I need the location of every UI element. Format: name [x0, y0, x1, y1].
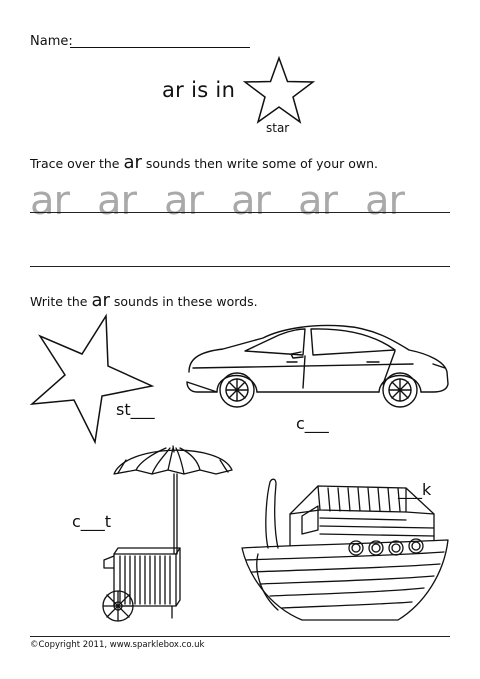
trace-word[interactable]: ar — [30, 178, 69, 224]
word-car[interactable]: c___ — [296, 414, 329, 433]
write-instruction-highlight: ar — [91, 290, 110, 311]
footer-divider — [30, 636, 450, 637]
page-title: ar is in — [162, 78, 236, 102]
trace-word[interactable]: ar — [298, 178, 337, 224]
name-write-line[interactable] — [70, 47, 250, 48]
copyright-text: ©Copyright 2011, www.sparklebox.co.uk — [30, 640, 205, 650]
trace-word[interactable]: ar — [97, 178, 136, 224]
name-label: Name: — [30, 34, 73, 49]
trace-word[interactable]: ar — [231, 178, 270, 224]
word-cart[interactable]: c___t — [72, 512, 112, 531]
write-instruction — [30, 290, 258, 311]
trace-word[interactable]: ar — [164, 178, 203, 224]
trace-write-line[interactable] — [30, 212, 450, 213]
word-ark[interactable]: ___k — [398, 480, 432, 499]
trace-instruction-highlight: ar — [123, 152, 142, 173]
own-write-line[interactable] — [30, 266, 450, 267]
star-icon — [243, 56, 315, 124]
star-picture — [30, 314, 156, 444]
word-star[interactable]: st___ — [116, 400, 155, 419]
star-caption: star — [266, 121, 290, 135]
trace-instruction-text: Trace over the — [30, 156, 124, 171]
write-instruction-text: Write the — [30, 294, 92, 309]
write-instruction-rest: sounds in these words. — [109, 294, 258, 309]
trace-instruction-rest: sounds then write some of your own. — [141, 156, 378, 171]
cart-picture — [96, 440, 246, 626]
trace-instruction — [30, 152, 378, 173]
trace-word[interactable]: ar — [365, 178, 404, 224]
car-picture — [183, 318, 451, 414]
